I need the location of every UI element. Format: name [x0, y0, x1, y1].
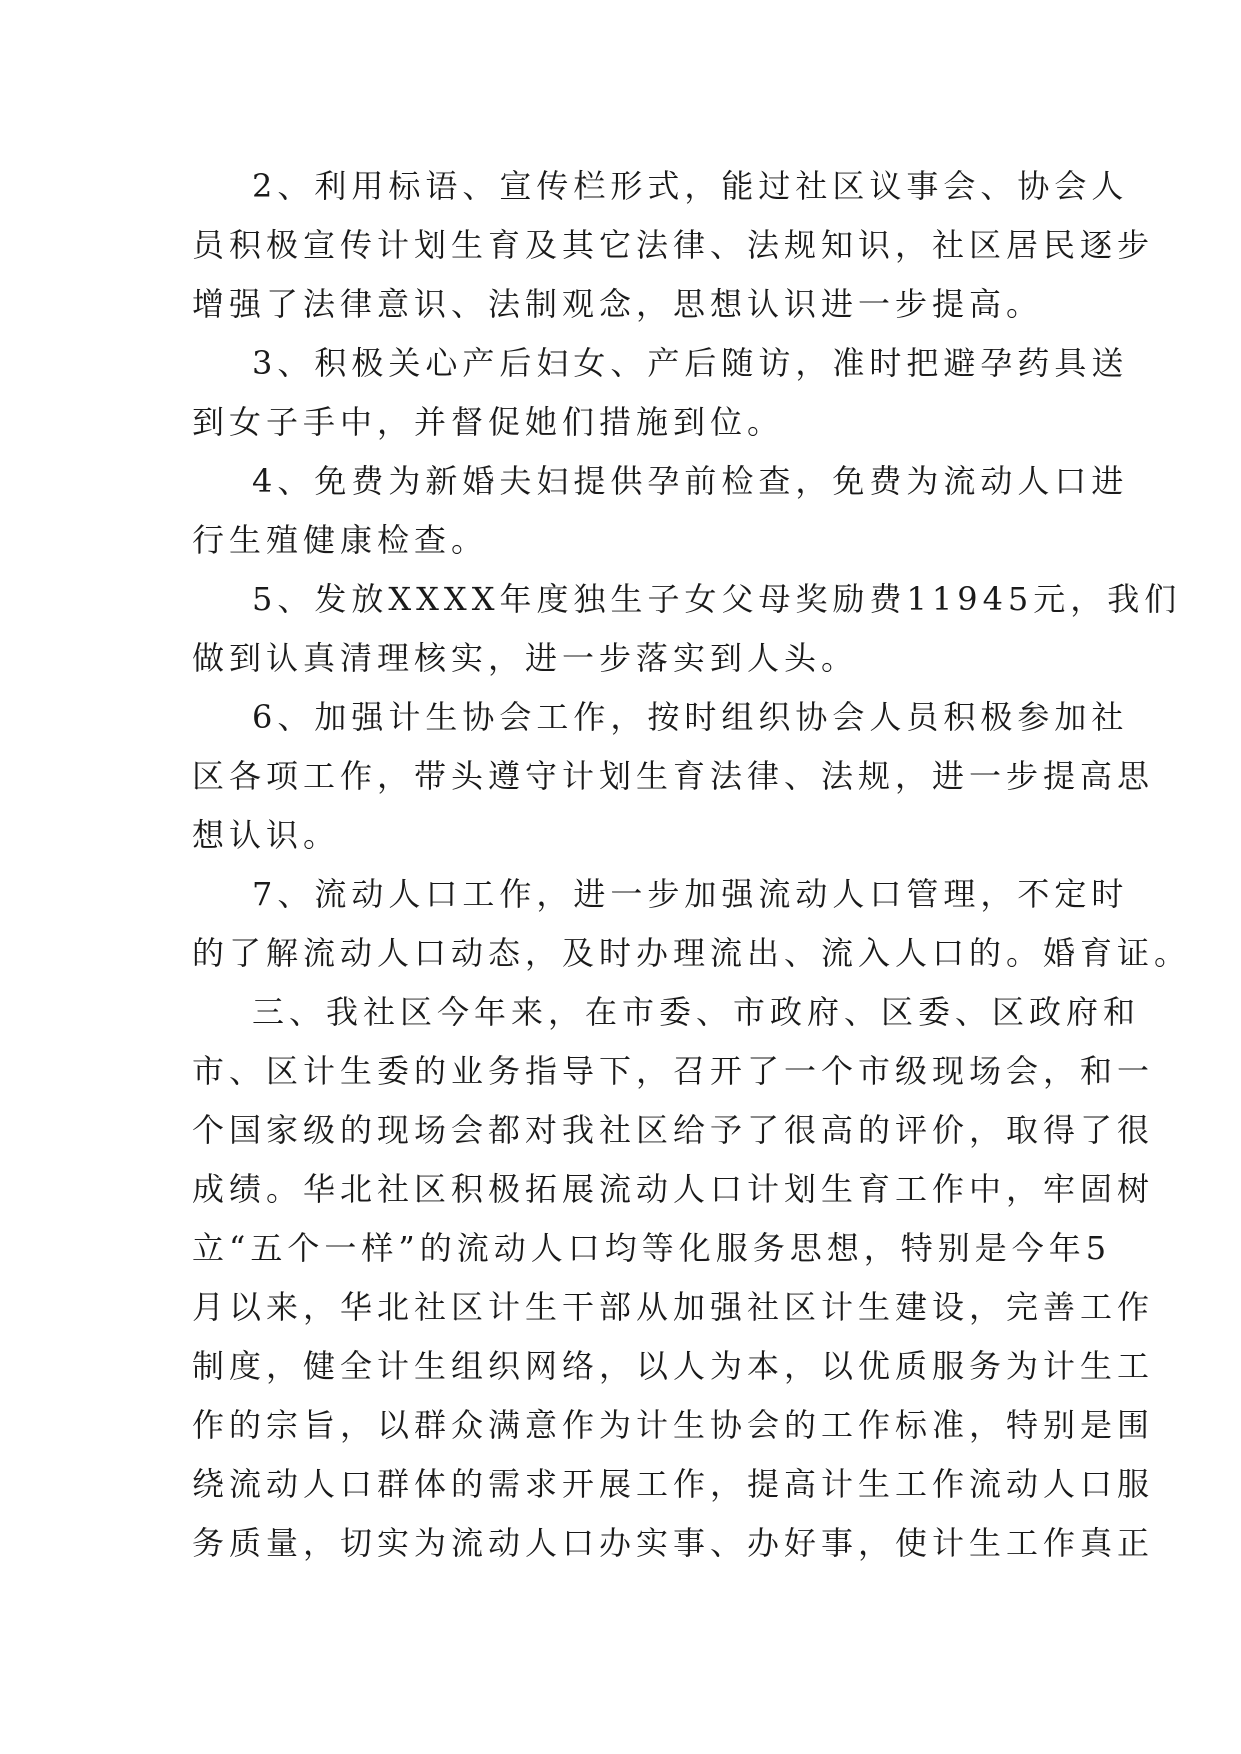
paragraph-item-2 — [192, 157, 1155, 334]
paragraph-line: 4、免费为新婚夫妇提供孕前检查，免费为流动人口进 — [252, 462, 1129, 500]
paragraph-line: 月以来，华北社区计生干部从加强社区计生建设，完善工作 — [192, 1288, 1155, 1326]
paragraph-line: 做到认真清理核实，进一步落实到人头。 — [192, 639, 859, 677]
paragraph-line: 2、利用标语、宣传栏形式，能过社区议事会、协会人 — [252, 167, 1129, 205]
paragraph-line: 立“五个一样”的流动人口均等化服务思想，特别是今年5 — [192, 1229, 1112, 1267]
paragraph-line: 区各项工作，带头遵守计划生育法律、法规，进一步提高思 — [192, 757, 1155, 795]
paragraph-item-4 — [192, 452, 1129, 570]
paragraph-line: 增强了法律意识、法制观念，思想认识进一步提高。 — [192, 285, 1044, 323]
paragraph-line: 务质量，切实为流动人口办实事、办好事，使计生工作真正 — [192, 1524, 1155, 1562]
paragraph-line: 作的宗旨，以群众满意作为计生协会的工作标准，特别是围 — [192, 1406, 1155, 1444]
paragraph-line: 制度，健全计生组织网络，以人为本，以优质服务为计生工 — [192, 1347, 1155, 1385]
paragraph-line: 绕流动人口群体的需求开展工作，提高计生工作流动人口服 — [192, 1465, 1155, 1503]
paragraph-line: 三、我社区今年来，在市委、市政府、区委、区政府和 — [252, 993, 1141, 1031]
paragraph-line: 想认识。 — [192, 816, 341, 854]
paragraph-line: 员积极宣传计划生育及其它法律、法规知识，社区居民逐步 — [192, 226, 1155, 264]
paragraph-line: 6、加强计生协会工作，按时组织协会人员积极参加社 — [252, 698, 1129, 736]
paragraph-line: 3、积极关心产后妇女、产后随访，准时把避孕药具送 — [252, 344, 1129, 382]
paragraph-line: 的了解流动人口动态，及时办理流出、流入人口的。婚育证。 — [192, 934, 1192, 972]
paragraph-item-3 — [192, 334, 1129, 452]
paragraph-line: 成绩。华北社区积极拓展流动人口计划生育工作中，牢固树 — [192, 1170, 1155, 1208]
paragraph-line: 市、区计生委的业务指导下，召开了一个市级现场会，和一 — [192, 1052, 1155, 1090]
document-body — [192, 157, 1192, 1573]
paragraph-item-6 — [192, 688, 1155, 865]
paragraph-item-5 — [192, 570, 1182, 688]
paragraph-section-3 — [192, 983, 1155, 1573]
paragraph-line: 个国家级的现场会都对我社区给予了很高的评价，取得了很 — [192, 1111, 1155, 1149]
paragraph-line: 到女子手中，并督促她们措施到位。 — [192, 403, 785, 441]
paragraph-line: 7、流动人口工作，进一步加强流动人口管理，不定时 — [252, 875, 1129, 913]
paragraph-item-7 — [192, 865, 1192, 983]
paragraph-line: 5、发放XXXX年度独生子女父母奖励费11945元，我们 — [252, 580, 1182, 618]
paragraph-line: 行生殖健康检查。 — [192, 521, 489, 559]
